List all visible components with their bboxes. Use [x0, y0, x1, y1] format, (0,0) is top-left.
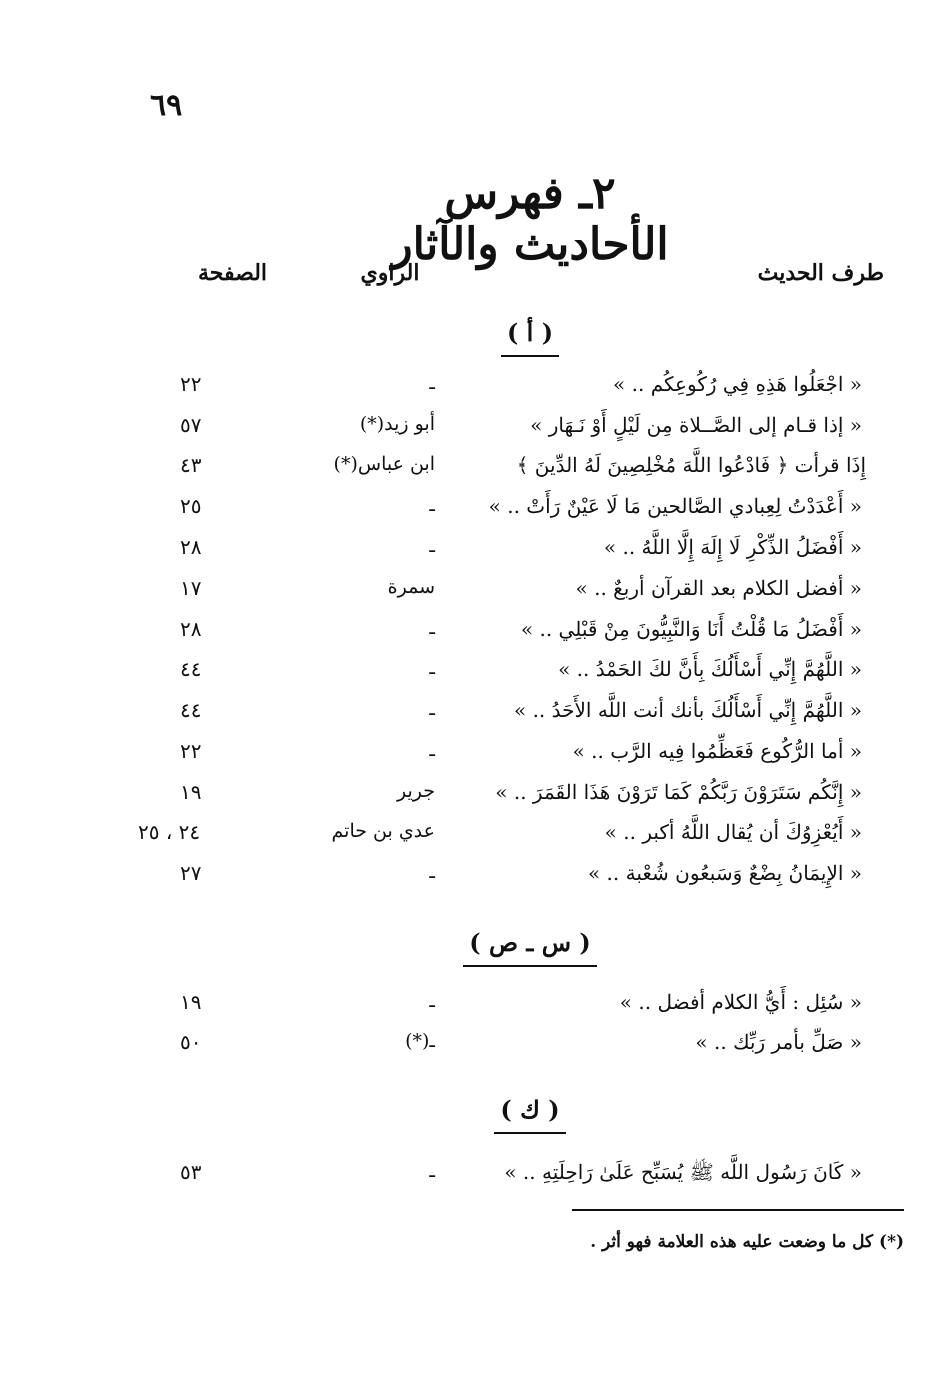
hadith-text: « إِنَّكُم سَتَرَوْنَ رَبَّكُمْ كَمَا تَرَوْنَ هَذَا القَمَرَ .. »	[495, 780, 862, 804]
hadith-text: « أَفْضَلُ الذِّكْرِ لَا إِلَهَ إِلَّا اللَّهُ .. »	[603, 535, 862, 559]
narrator-name: ـ	[429, 990, 435, 1012]
section-label: ( ك )	[494, 1095, 565, 1134]
narrator-name: جرير	[397, 780, 435, 802]
column-header-hadith: طرف الحديث	[757, 260, 884, 286]
narrator-name: ـ	[429, 698, 435, 720]
section-label: ( أ )	[501, 318, 559, 357]
page-reference: ٢٢	[180, 739, 202, 763]
page-reference: ٥٧	[180, 413, 202, 437]
narrator-name: أبو زيد(*)	[359, 413, 435, 435]
narrator-name: ـ(*)	[405, 1030, 435, 1052]
page-reference: ٢٢	[180, 372, 202, 396]
table-row	[150, 617, 910, 653]
narrator-name: ـ	[429, 1160, 435, 1182]
table-row	[150, 861, 910, 897]
table-row	[150, 1030, 910, 1066]
page-reference: ٢٨	[180, 535, 202, 559]
page-reference: ١٩	[180, 990, 202, 1014]
narrator-name: ـ	[429, 861, 435, 883]
page-number: ٦٩	[150, 88, 183, 123]
footnote-divider	[572, 1209, 904, 1211]
hadith-text: « أَعْدَدْتُ لِعِبادي الصَّالحين مَا لَا عَيْنٌ رَأَتْ .. »	[488, 494, 862, 518]
narrator-name: ـ	[429, 535, 435, 557]
table-row	[150, 657, 910, 693]
footnote: (*) كل ما وضعت عليه هذه العلامة فهو أثر .	[590, 1232, 904, 1252]
hadith-text: « أفضل الكلام بعد القرآن أربعٌ .. »	[575, 576, 862, 600]
section-heading-alif	[380, 318, 680, 357]
page-reference: ١٧	[180, 576, 202, 600]
page-reference: ٢٤ ، ٢٥	[138, 820, 201, 844]
table-row	[138, 820, 910, 856]
table-row	[150, 576, 910, 612]
table-row	[150, 494, 910, 530]
table-row	[150, 535, 910, 571]
hadith-text: « صَلِّ بأمر رَبِّك .. »	[695, 1030, 862, 1054]
page-reference: ٤٣	[180, 453, 202, 477]
hadith-text: « إذا قـام إلى الصَّــلاة مِن لَيْلٍ أَوْ نَـهَار »	[530, 413, 862, 437]
narrator-name: ـ	[429, 372, 435, 394]
section-heading-kaf	[380, 1095, 680, 1134]
table-row	[150, 413, 910, 449]
page-reference: ٢٧	[180, 861, 202, 885]
page-reference: ٥٣	[180, 1160, 202, 1184]
hadith-text: « الإِيمَانُ بِضْعٌ وَسَبعُون شُعْبة .. »	[587, 861, 862, 885]
narrator-name: ـ	[429, 739, 435, 761]
table-row	[150, 1160, 910, 1196]
narrator-name: سمرة	[387, 576, 435, 598]
hadith-text: « اجْعَلُوا هَذِهِ فِي رُكُوعِكُم .. »	[613, 372, 862, 396]
column-header-narrator: الراوي	[360, 260, 420, 286]
table-row	[150, 698, 910, 734]
hadith-text: « اللَّهُمَّ إِنِّي أَسْأَلُكَ بِأَنَّ لكَ الحَمْدُ .. »	[558, 657, 862, 681]
hadith-text: إِذَا قرأت ﴿ فَادْعُوا اللَّهَ مُخْلِصِينَ لَهُ الدِّينَ ﴾	[516, 453, 866, 477]
hadith-text: « اللَّهُمَّ إِنِّي أَسْأَلُكَ بأنك أنت اللَّه الأَحَدُ .. »	[513, 698, 862, 722]
page-reference: ١٩	[180, 780, 202, 804]
table-row	[150, 453, 910, 489]
section-heading-sin-sad	[380, 928, 680, 967]
column-header-page: الصفحة	[197, 260, 268, 286]
hadith-text: « أَفْضَلُ مَا قُلْتُ أَنَا وَالنَّبِيُّونَ مِنْ قَبْلِي .. »	[520, 617, 862, 641]
table-row	[150, 372, 910, 408]
hadith-text: « أما الرُّكُوع فَعَظِّمُوا فِيه الرَّب .. »	[572, 739, 862, 763]
narrator-name: ابن عباس(*)	[333, 453, 435, 475]
page-reference: ٤٤	[180, 698, 202, 722]
narrator-name: عدي بن حاتم	[331, 820, 435, 842]
page-reference: ٢٨	[180, 617, 202, 641]
hadith-text: « كَانَ رَسُول اللَّه ﷺ يُسَبِّح عَلَىٰ رَاحِلَتِهِ .. »	[504, 1160, 862, 1184]
index-title: ٢ـ فهرس الأحاديث والآثار	[391, 168, 669, 270]
hadith-text: « أَيُعْزِوُكَ أن يُقال اللَّهُ أكبر .. »	[604, 820, 862, 844]
table-row	[150, 780, 910, 816]
narrator-name: ـ	[429, 494, 435, 516]
page-reference: ٥٠	[180, 1030, 202, 1054]
page-reference: ٢٥	[180, 494, 202, 518]
section-label: ( س ـ ص )	[463, 928, 596, 967]
narrator-name: ـ	[429, 617, 435, 639]
table-row	[150, 739, 910, 775]
narrator-name: ـ	[429, 657, 435, 679]
table-row	[150, 990, 910, 1026]
hadith-text: « سُئِل : أَيُّ الكلام أفضل .. »	[619, 990, 862, 1014]
page-reference: ٤٤	[180, 657, 202, 681]
